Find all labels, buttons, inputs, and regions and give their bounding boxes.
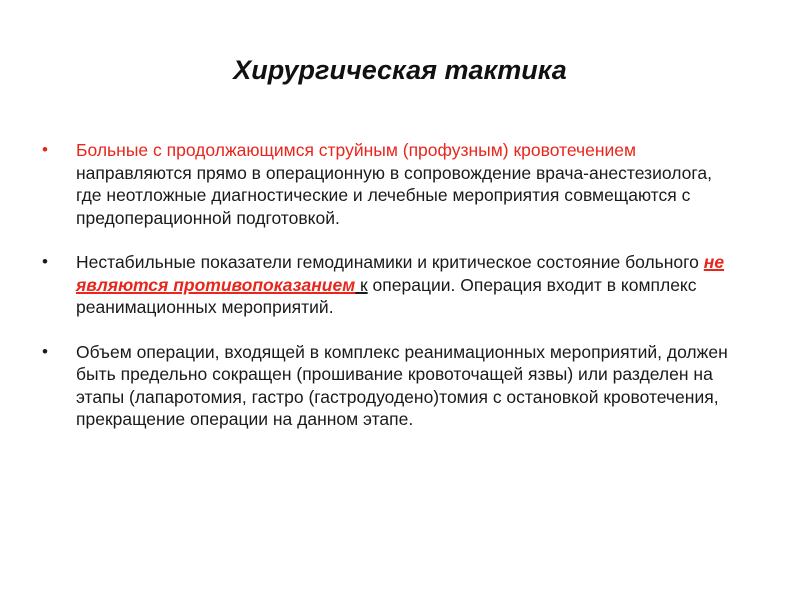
bullet-list: [42, 139, 742, 453]
bullet-item-3: [42, 341, 742, 431]
bullet-2-text-mid: к: [355, 274, 368, 295]
bullet-2-text-end: операции. Операция входит в комплекс реанимационных мероприятий.: [76, 274, 697, 317]
bullet-1-highlight: Больные с продолжающимся струйным (профузным) кровотечением: [76, 140, 637, 160]
bullet-3-text: Объем операции, входящей в комплекс реанимационных мероприятий, должен быть предельно сокращен (прошивание кровоточащей язвы) или разделен на этапы (лапаротомия, гастро (гастродуодено)томия с остановкой кровотечения, прекращение операции на данном этапе.: [76, 341, 728, 429]
bullet-1-text: направляются прямо в операционную в сопровождение врача-анестезиолога, где неотложные диагностические и лечебные мероприятия совмещаются с предоперационной подготовкой.: [76, 162, 712, 228]
bullet-2-emphasis: не являются противопоказанием: [76, 252, 725, 295]
bullet-marker: •: [42, 252, 48, 271]
bullet-marker: •: [42, 140, 48, 159]
bullet-item-1: [42, 139, 742, 229]
bullet-item-2: [42, 251, 742, 319]
bullet-2-text-start: Нестабильные показатели гемодинамики и критическое состояние больного: [76, 252, 704, 272]
bullet-marker: •: [42, 341, 48, 361]
slide-title: Хирургическая тактика: [233, 55, 567, 85]
